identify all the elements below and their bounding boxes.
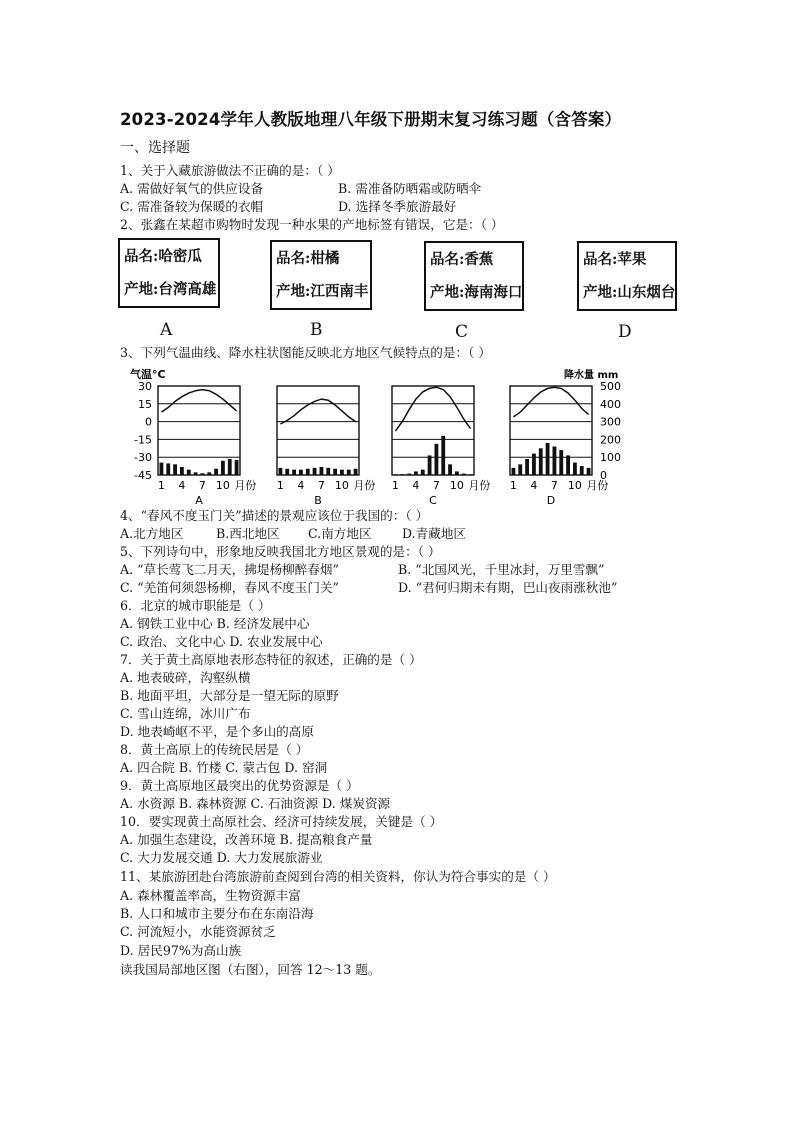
q11-stem: 11、某旅游团赴台湾旅游前查阅到台湾的相关资料，你认为符合事实的是（ ）: [120, 869, 556, 884]
fruit-letter-c: C: [455, 322, 469, 342]
q9-stem: 9．黄土高原地区最突出的优势资源是（ ）: [120, 778, 359, 793]
q6-options-row1: A. 钢铁工业中心 B. 经济发展中心: [120, 616, 310, 631]
panel-letter: B: [314, 494, 322, 506]
q7-option-b: B. 地面平坦，大部分是一望无际的原野: [120, 688, 339, 703]
precip-bar: [539, 448, 543, 475]
month-tick-label: 10: [567, 479, 582, 492]
q4-option-d: D.青藏地区: [402, 526, 467, 541]
precip-bar: [285, 469, 289, 475]
q5-option-d: D. “君何归期未有期，巴山夜雨涨秋池”: [398, 580, 618, 595]
q7-option-a: A. 地表破碎，沟壑纵横: [120, 670, 251, 685]
month-tick-label: 10: [215, 479, 230, 492]
climate-panel-a: [158, 386, 256, 506]
q10-options-row2: C. 大力发展交通 D. 大力发展旅游业: [120, 850, 323, 865]
temperature-line: [280, 399, 355, 424]
fruit-label-origin: 产地:台湾高雄: [124, 281, 217, 298]
climate-panels: [158, 386, 608, 506]
fruit-label-b: [270, 240, 372, 310]
month-unit-label: 月份: [468, 479, 491, 492]
precip-bar: [173, 464, 177, 475]
fruit-letter-b: B: [310, 320, 323, 340]
temperature-line: [161, 390, 236, 413]
precip-bar: [525, 459, 529, 475]
panel-letter: D: [546, 494, 556, 506]
month-tick-label: 4: [297, 479, 305, 492]
month-tick-label: 7: [198, 479, 206, 492]
precip-bar: [566, 455, 570, 475]
page-title: 2023-2024学年人教版地理八年级下册期末复习练习题（含答案）: [120, 110, 622, 129]
temp-tick-label: -30: [134, 451, 152, 465]
q11-option-a: A. 森林覆盖率高，生物资源丰富: [120, 888, 301, 903]
precip-bar: [512, 468, 516, 475]
q1-options-row1: [120, 180, 482, 198]
q1-option-c: C. 需准备较为保暖的衣帽: [120, 199, 264, 214]
temperature-line: [395, 387, 470, 431]
q5-stem: 5、下列诗句中，形象地反映我国北方地区景观的是：（ ）: [120, 544, 441, 559]
temp-axis-label: 气温°C: [130, 368, 166, 381]
q8-stem: 8．黄土高原上的传统民居是（ ）: [120, 742, 309, 757]
q7-option-c: C. 雪山连绵，冰川广布: [120, 706, 251, 721]
month-unit-label: 月份: [353, 479, 376, 492]
precip-tick-label: 100: [600, 451, 621, 465]
month-tick-label: 10: [334, 479, 349, 492]
fruit-label-origin: 产地:山东烟台: [583, 284, 676, 301]
precip-bar: [532, 454, 536, 475]
q3-stem: 3、下列气温曲线、降水柱状图能反映北方地区气候特点的是：（ ）: [120, 345, 491, 360]
precip-tick-label: 0: [600, 469, 607, 482]
temp-tick-label: -45: [134, 469, 152, 482]
fruit-label-c: [424, 241, 524, 311]
precip-bar: [354, 469, 358, 475]
q1-options-row2: [120, 198, 457, 216]
precip-bar: [180, 467, 184, 475]
precip-bar: [201, 473, 205, 475]
q6-options-row2: C. 政治、文化中心 D. 农业发展中心: [120, 634, 323, 649]
section-heading: 一、选择题: [120, 140, 190, 156]
q11-option-d: D. 居民97%为高山族: [120, 943, 242, 958]
q7-option-d: D. 地表崎岖不平，是个多山的高原: [120, 724, 314, 739]
month-unit-label: 月份: [586, 479, 609, 492]
precip-bar: [187, 470, 191, 475]
q7-stem: 7．关于黄土高原地表形态特征的叙述，正确的是（ ）: [120, 652, 422, 667]
month-tick-label: 1: [157, 479, 165, 492]
precip-bar: [394, 474, 398, 475]
fruit-letter-a: A: [160, 320, 173, 340]
precip-bar: [441, 436, 445, 475]
precip-bar: [214, 469, 218, 475]
month-tick-label: 7: [317, 479, 325, 492]
fruit-letter-d: D: [618, 322, 632, 342]
precip-bar: [221, 461, 225, 475]
precip-bar: [292, 470, 296, 475]
month-tick-label: 10: [449, 479, 464, 492]
precip-tick-label: 500: [600, 380, 621, 393]
q2-stem: 2、张鑫在某超市购物时发现一种水果的产地标签有错误，它是：（ ）: [120, 217, 504, 232]
precip-bar: [299, 470, 303, 475]
precip-bar: [340, 470, 344, 475]
month-tick-label: 7: [432, 479, 440, 492]
precip-bar: [448, 464, 452, 475]
q1-option-a: A. 需做好氧气的供应设备: [120, 181, 264, 196]
climate-panel-d: [510, 386, 608, 506]
precip-bar: [580, 466, 584, 475]
precip-tick-label: 300: [600, 415, 621, 429]
q4-stem: 4、“春风不度玉门关”描述的景观应该位于我国的：（ ）: [120, 508, 429, 523]
q5-options-row1: [120, 561, 605, 579]
month-tick-label: 4: [530, 479, 538, 492]
q4-options: [120, 525, 467, 543]
climate-panel-b: [277, 386, 375, 506]
temp-tick-label: 30: [138, 380, 152, 393]
temp-axis-ticks: [134, 380, 152, 482]
month-tick-label: 1: [509, 479, 517, 492]
panel-letter: C: [429, 494, 437, 506]
precip-tick-label: 400: [600, 397, 621, 411]
panel-frame: [158, 386, 240, 475]
fruit-label-name: 品名:苹果: [583, 251, 647, 268]
precip-bar: [235, 460, 239, 475]
q12-intro: 读我国局部地区图（右图），回答 12～13 题。: [120, 962, 381, 977]
precip-bar: [407, 474, 411, 475]
q8-options: A. 四合院 B. 竹楼 C. 蒙古包 D. 窑洞: [120, 760, 328, 775]
precip-bar: [207, 472, 211, 475]
precip-bar: [587, 468, 591, 475]
precip-bar: [333, 469, 337, 475]
precip-bar: [455, 471, 459, 475]
precip-bar: [435, 444, 439, 475]
climate-charts: [118, 362, 630, 506]
month-tick-label: 1: [391, 479, 399, 492]
precip-bar: [194, 472, 198, 475]
q10-stem: 10．要实现黄土高原社会、经济可持续发展，关键是（ ）: [120, 814, 443, 829]
month-tick-label: 1: [276, 479, 284, 492]
q5-options-row2: [120, 579, 618, 597]
precip-bar: [228, 459, 232, 475]
q5-option-c: C. “羌笛何须怨杨柳，春风不度玉门关”: [120, 580, 339, 595]
fruit-label-d: [577, 241, 677, 311]
q4-option-c: C.南方地区: [308, 526, 372, 541]
fruit-label-name: 品名:哈密瓜: [124, 248, 202, 265]
temp-tick-label: 0: [145, 415, 152, 429]
q1-option-d: D. 选择冬季旅游最好: [338, 199, 457, 214]
month-tick-label: 4: [412, 479, 420, 492]
precip-bar: [573, 463, 577, 475]
q1-option-b: B. 需准备防晒霜或防晒伞: [338, 181, 482, 196]
fruit-label-origin: 产地:海南海口: [430, 284, 523, 301]
precip-tick-label: 200: [600, 433, 621, 447]
precip-bar: [400, 474, 404, 475]
q10-options-row1: A. 加强生态建设，改善环境 B. 提高粮食产量: [120, 832, 373, 847]
precip-bar: [306, 469, 310, 475]
month-unit-label: 月份: [234, 479, 257, 492]
precip-bar: [462, 474, 466, 475]
q4-option-b: B.西北地区: [216, 526, 280, 541]
q6-stem: 6．北京的城市职能是（ ）: [120, 598, 271, 613]
precip-bar: [421, 470, 425, 475]
precip-bar: [559, 450, 563, 475]
precip-bar: [414, 471, 418, 475]
q11-option-b: B. 人口和城市主要分布在东南沿海: [120, 906, 314, 921]
precip-bar: [160, 463, 164, 475]
panel-letter: A: [195, 494, 203, 506]
fruit-label-a: [118, 238, 220, 308]
month-tick-label: 7: [550, 479, 558, 492]
precip-bar: [553, 447, 557, 475]
temperature-line: [513, 387, 588, 417]
precip-bar: [279, 468, 283, 475]
q5-option-b: B. “北国风光，千里冰封，万里雪飘”: [398, 562, 605, 577]
fruit-label-origin: 产地:江西南丰: [276, 283, 369, 300]
precip-bar: [326, 468, 330, 475]
panel-frame: [392, 386, 474, 475]
precip-bar: [428, 455, 432, 475]
precip-axis-ticks: [600, 380, 621, 482]
q11-option-c: C. 河流短小，水能资源贫乏: [120, 924, 276, 939]
precip-bar: [347, 470, 351, 475]
panel-frame: [510, 386, 592, 475]
precip-bar: [518, 464, 522, 475]
precip-bar: [546, 443, 550, 475]
temp-tick-label: -15: [134, 433, 152, 447]
q5-option-a: A. “草长莺飞二月天，拂堤杨柳醉春烟”: [120, 562, 339, 577]
panel-frame: [277, 386, 359, 475]
precip-bar: [313, 468, 317, 475]
month-tick-label: 4: [178, 479, 186, 492]
fruit-label-name: 品名:香蕉: [430, 251, 494, 268]
precip-axis-label: 降水量 mm: [564, 370, 619, 381]
temp-tick-label: 15: [138, 397, 152, 411]
precip-bar: [469, 474, 473, 475]
climate-panel-c: [392, 386, 490, 506]
q1-stem: 1、关于入藏旅游做法不正确的是：（ ）: [120, 163, 340, 178]
q4-option-a: A.北方地区: [120, 526, 184, 541]
precip-bar: [320, 467, 324, 475]
q9-options: A. 水资源 B. 森林资源 C. 石油资源 D. 煤炭资源: [120, 796, 391, 811]
fruit-label-name: 品名:柑橘: [276, 250, 340, 267]
precip-bar: [166, 463, 170, 475]
